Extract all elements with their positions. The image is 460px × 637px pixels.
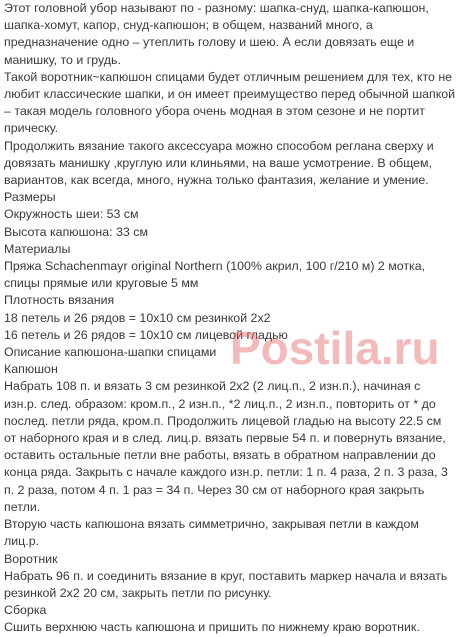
section-heading-gauge: Плотность вязания: [4, 293, 115, 308]
yarn-description: Пряжа Schachenmayr original Northern (100% акрил, 100 г/210 м) 2 мотка, спицы прямые или круговые 5 мм: [4, 259, 426, 291]
gauge-stockinette: 16 петель и 26 рядов = 10х10 см лицевой гладью: [4, 327, 288, 342]
section-heading-sizes: Размеры: [4, 190, 56, 205]
section-heading-materials: Материалы: [4, 241, 71, 256]
subheading-collar: Воротник: [4, 551, 58, 566]
assembly-instructions: Сшить верхнюю часть капюшона и пришить по нижнему краю воротник.: [4, 620, 420, 635]
section-heading-description: Описание капюшона-шапки спицами: [4, 345, 217, 360]
watermark-text: Postila.ru: [230, 322, 440, 374]
subheading-assembly: Сборка: [4, 603, 47, 618]
hood-second-part: Вторую часть капюшона вязать симметрично, закрывая петли в каждом лиц.р.: [4, 517, 419, 549]
intro-paragraph: Этот головной убор называют по - разному: шапка-снуд, шапка-капюшон, шапка-хомут, капор, снуд-капюшон; в общем, названий много, а предназначение одно – утеплить голову и шею. А если довязать еще и манишку, то и грудь.: [4, 1, 429, 67]
article-text: [4, 0, 456, 637]
description-paragraph: Такой воротник~капюшон спицами будет отличным решением для тех, кто не любит классические шапки, и он имеет преимущество перед обычной шапкой – такая модель головного убора очень модная в этом сезоне и не портит прическу.: [4, 69, 456, 136]
neck-circumference: Окружность шеи: 53 см: [4, 207, 139, 222]
gauge-rib: 18 петель и 26 рядов = 10х10 см резинкой 2х2: [4, 310, 271, 325]
variants-paragraph: Продолжить вязание такого аксессуара можно способом реглана сверху и довязать манишку ,круглую или клиньями, на ваше усмотрение. В общем, вариантов, как всегда, много, нужна только фантазия, желание и умение.: [4, 138, 434, 188]
hood-height: Высота капюшона: 33 см: [4, 224, 148, 239]
hood-instructions: Набрать 108 п. и вязать 3 см резинкой 2х2 (2 лиц.п., 2 изн.п.), начиная с изн.р. след. образом: кром.п., 2 изн.п., *2 лиц.п., 2 изн.п., повторить от * до послед. петли ряда, кром.п. Продолжить лицевой гладью на высоту 22.5 см от наборного края и в след. лиц.р. вязать первые 54 п. и повернуть вязание, оставить остальные петли вне работы, вязать в обратном направлении до конца ряда. Закрыть с начале каждого изн.р. петли: 1 п. 4 раза, 2 п. 3 раза, 3 п. 2 раза, потом 4 п. 1 раз = 34 п. Через 30 см от наборного края закрыть петли.: [4, 379, 448, 514]
subheading-hood: Капюшон: [4, 362, 58, 377]
collar-instructions: Набрать 96 п. и соединить вязание в круг, поставить маркер начала и вязать резинкой 2х2 20 см, закрыть петли по рисунку.: [4, 568, 448, 600]
